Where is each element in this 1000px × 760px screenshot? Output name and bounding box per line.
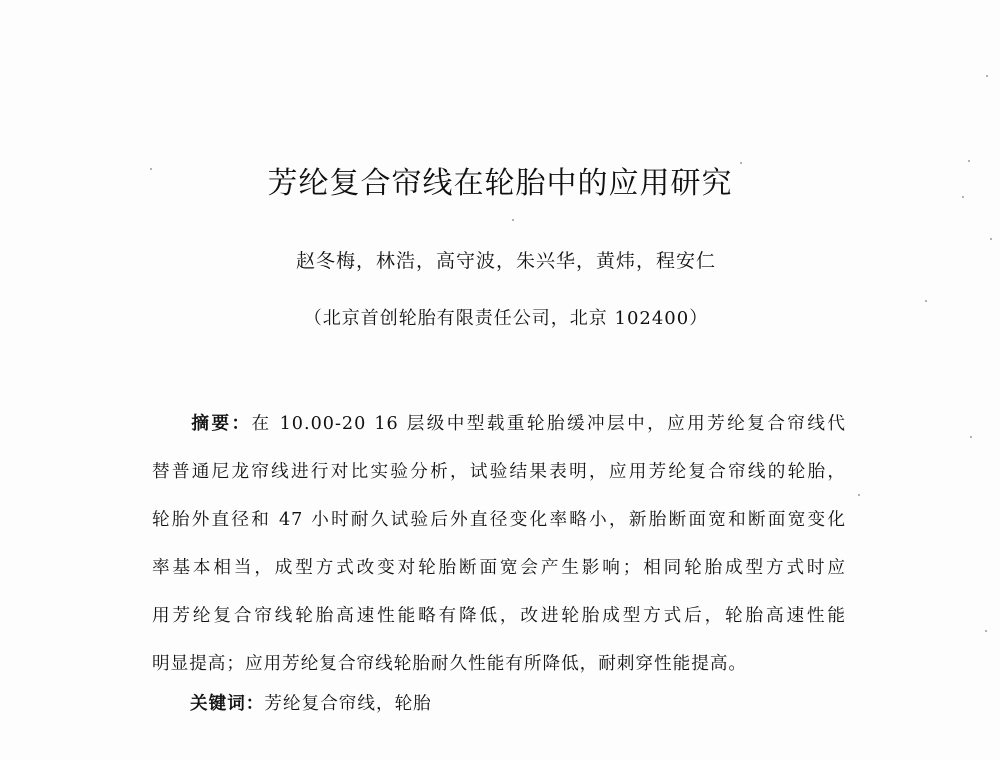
scan-speck (968, 160, 970, 162)
abstract-line: 替普通尼龙帘线进行对比实验分析，试验结果表明，应用芳纶复合帘线的轮胎， (152, 462, 846, 482)
abstract-line: 明显提高；应用芳纶复合帘线轮胎耐久性能有所降低，耐刺穿性能提高。 (152, 654, 748, 674)
scan-speck (858, 494, 860, 496)
keywords (190, 690, 432, 715)
keywords-colon: ： (245, 693, 265, 714)
scan-speck (740, 162, 742, 164)
abstract-text: 在 10.00-20 16 层级中型载重轮胎缓冲层中，应用芳纶复合帘线代 (251, 414, 846, 434)
keywords-text: 芳纶复合帘线，轮胎 (264, 694, 432, 714)
keywords-label: 关键词 (190, 693, 246, 714)
abstract-colon: ： (231, 413, 252, 434)
affiliation: （北京首创轮胎有限责任公司，北京 102400） (303, 308, 709, 329)
scan-speck (985, 630, 987, 632)
scan-speck (512, 219, 514, 221)
abstract-label: 摘要 (190, 413, 232, 434)
scan-speck (986, 75, 988, 77)
abstract-line: 轮胎外直径和 47 小时耐久试验后外直径变化率略小，新胎断面宽和断面宽变化 (152, 510, 846, 530)
abstract (152, 400, 846, 688)
abstract-line (152, 400, 846, 448)
scan-speck (970, 436, 972, 438)
abstract-line: 率基本相当，成型方式改变对轮胎断面宽会产生影响；相同轮胎成型方式时应 (152, 558, 846, 578)
paper-title: 芳纶复合帘线在轮胎中的应用研究 (267, 166, 733, 201)
scan-speck (150, 168, 152, 170)
scan-speck (990, 238, 992, 240)
scan-speck (925, 300, 927, 302)
author-list: 赵冬梅，林浩，高守波，朱兴华，黄炜，程安仁 (295, 250, 716, 272)
abstract-line: 用芳纶复合帘线轮胎高速性能略有降低，改进轮胎成型方式后，轮胎高速性能 (152, 606, 846, 626)
scan-speck (962, 196, 964, 198)
